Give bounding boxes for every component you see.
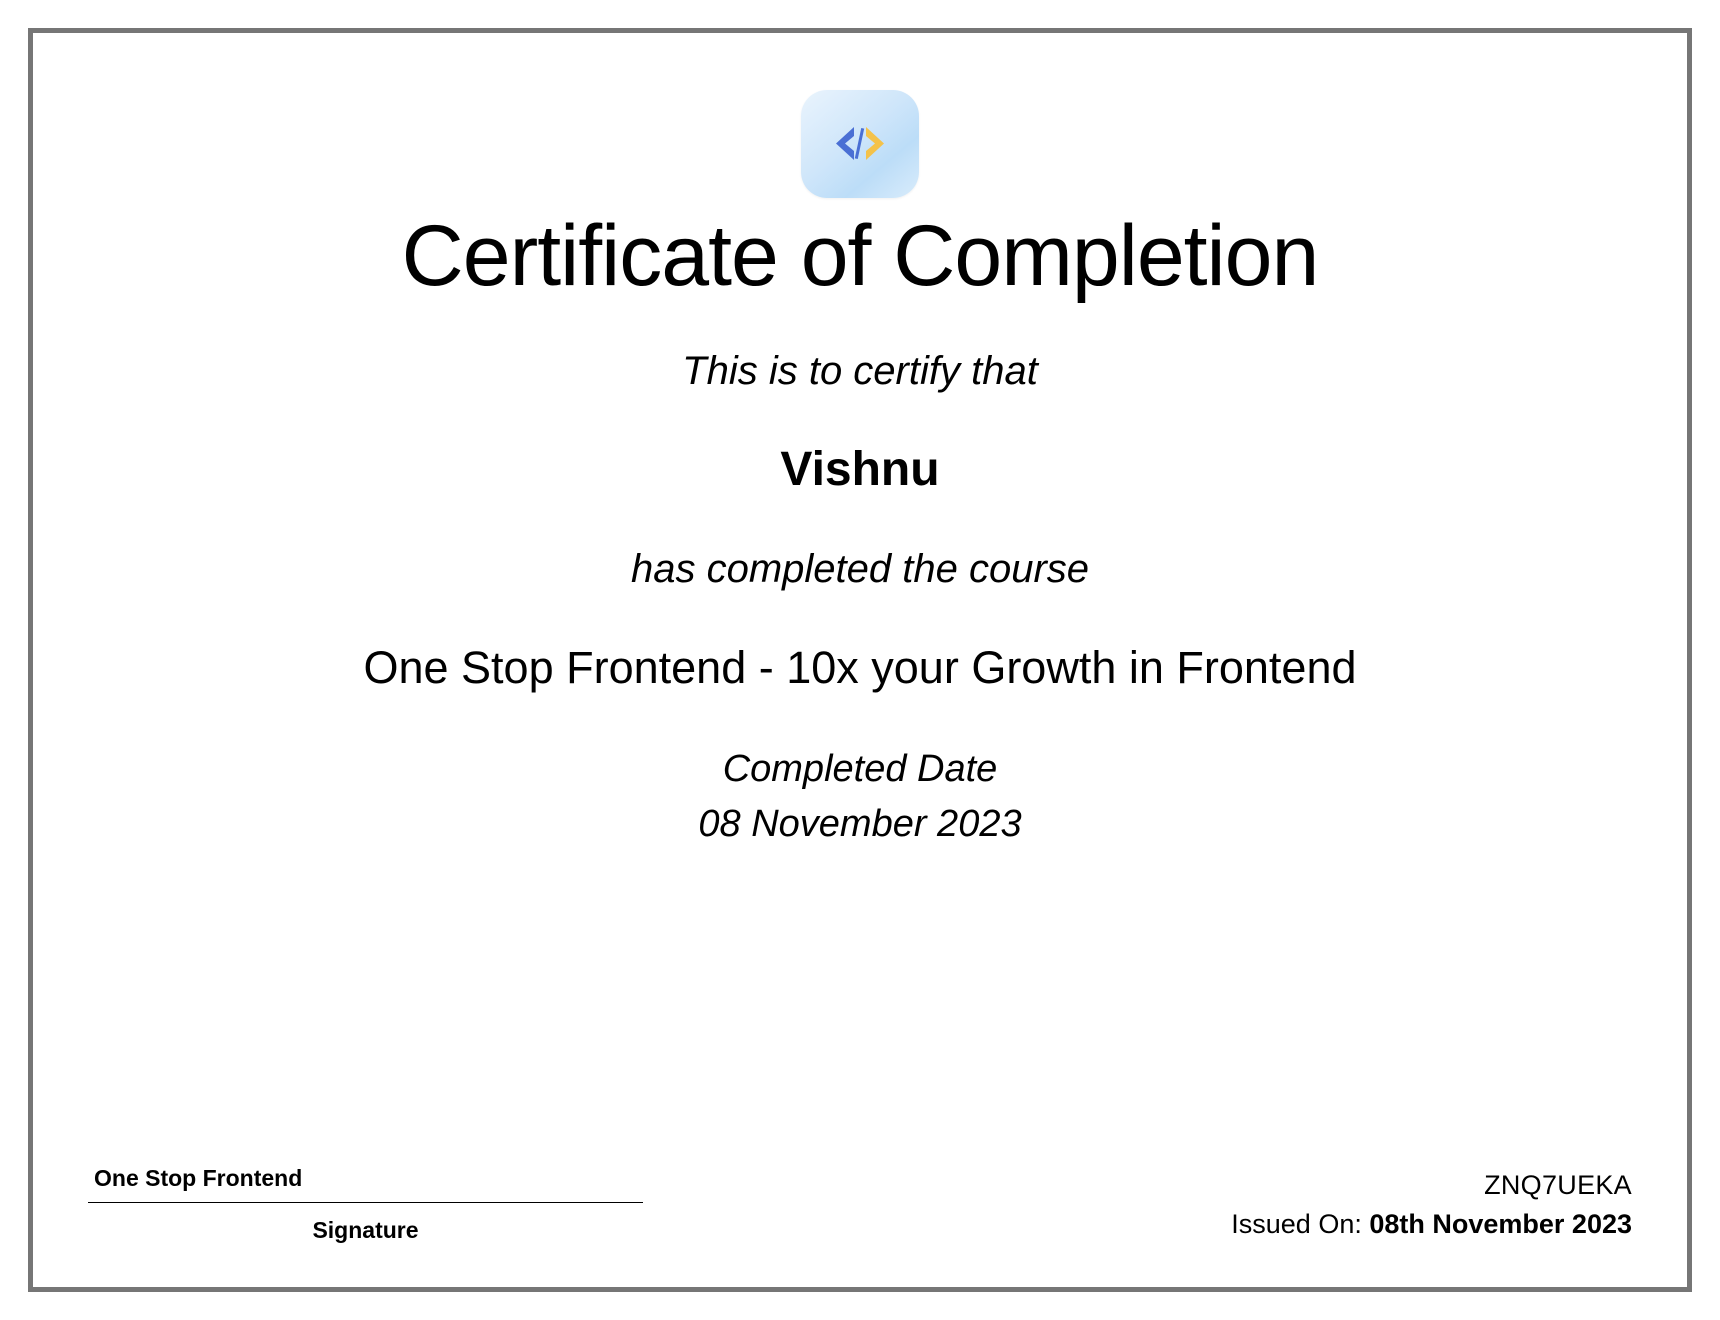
- issued-on: [1231, 1209, 1632, 1240]
- signature-line: [88, 1202, 643, 1203]
- completed-date-value: 08 November 2023: [698, 802, 1022, 845]
- certify-statement: This is to certify that: [682, 348, 1038, 393]
- brand-logo: [801, 90, 919, 198]
- completion-date-block: [698, 742, 1021, 852]
- certificate-inner-content: [39, 39, 1681, 1281]
- certificate-outer-border: [28, 28, 1692, 1292]
- recipient-name: Vishnu: [780, 442, 940, 496]
- issuance-block: [1231, 1170, 1632, 1244]
- completed-date-label: Completed Date: [722, 747, 998, 790]
- issued-on-value: 08th November 2023: [1369, 1209, 1632, 1239]
- certificate-code: ZNQ7UEKA: [1484, 1170, 1632, 1200]
- signature-block: [88, 1165, 648, 1244]
- certificate-footer: [40, 1165, 1680, 1244]
- code-brackets-icon: [828, 122, 892, 166]
- completion-statement: has completed the course: [630, 546, 1090, 591]
- signature-issuer-name: One Stop Frontend: [94, 1165, 303, 1191]
- course-name: One Stop Frontend - 10x your Growth in Frontend: [363, 641, 1357, 693]
- issued-on-label: Issued On:: [1231, 1209, 1362, 1239]
- signature-label: Signature: [312, 1217, 419, 1243]
- page-title: Certificate of Completion: [401, 208, 1319, 304]
